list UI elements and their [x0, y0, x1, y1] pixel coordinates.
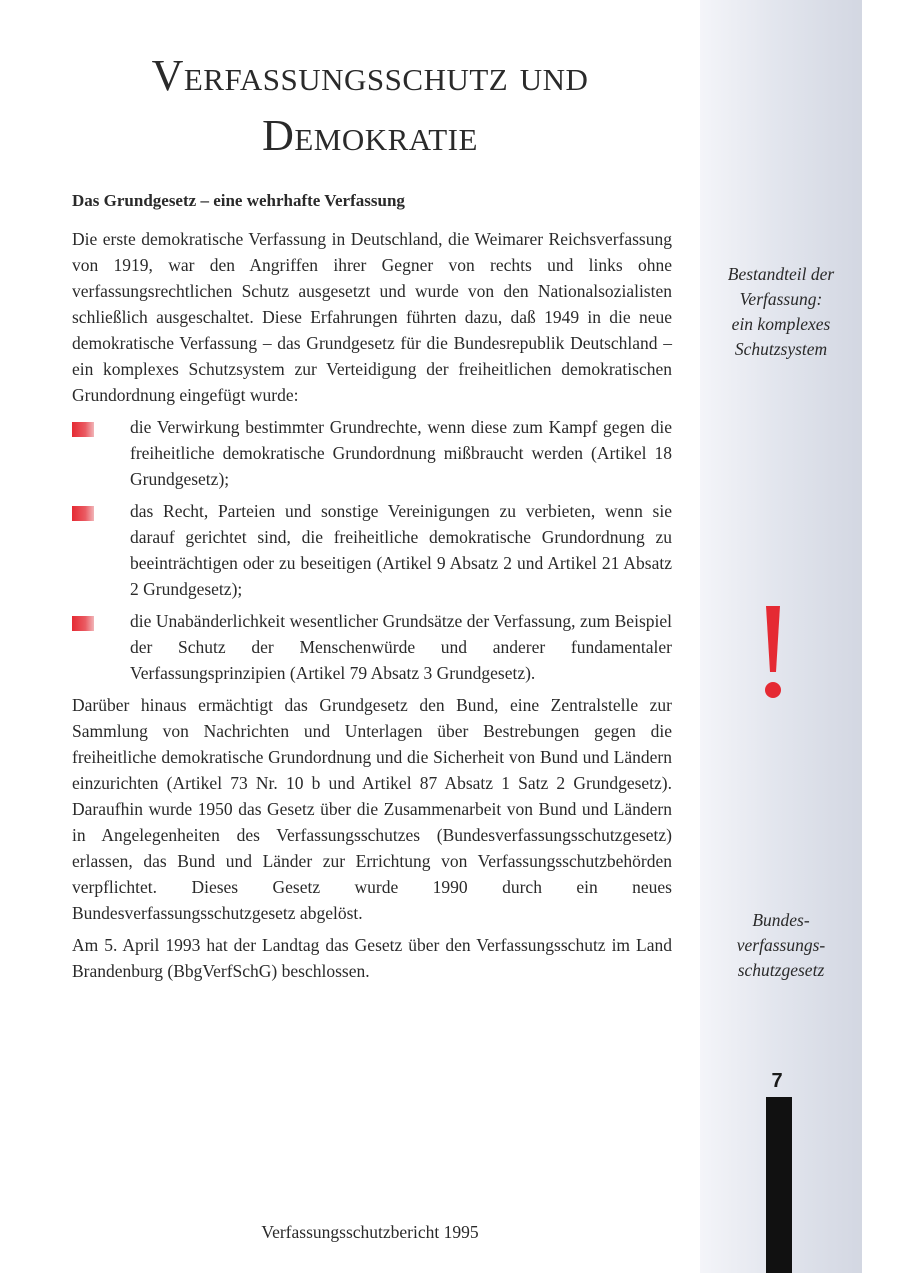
margin-note-line: Bundes- [752, 910, 810, 930]
red-square-bullet-icon [72, 422, 94, 437]
margin-note-line: ein komplexes [731, 314, 831, 334]
page-title-line2: Demokratie [262, 111, 478, 160]
margin-note-line: schutzgesetz [737, 960, 825, 980]
margin-note-line: Verfassung: [739, 289, 823, 309]
margin-note-schutzsystem [700, 262, 862, 362]
page-tab-bar [766, 1097, 792, 1273]
page-number: 7 [771, 1070, 783, 1092]
list-item [72, 498, 672, 602]
intro-paragraph: Die erste demokratische Verfassung in Deutschland, die Weimarer Reichsverfassung von 1919, war den Angriffen ihrer Gegner von rechts und links ohne verfassungsrechtlichen Schutz ausgesetzt und wurde von den Nationalsozialisten schließlich ausgeschaltet. Diese Erfahrungen führten dazu, daß 1949 in die neue demokratische Verfassung – das Grundgesetz für die Bundesrepublik Deutschland – ein komplexes Schutzsystem zur Verteidigung der freiheitlichen demokratischen Grundordnung eingefügt wurde: [72, 229, 672, 405]
body-paragraph-2: Darüber hinaus ermächtigt das Grundgesetz den Bund, eine Zentralstelle zur Sammlung von Nachrichten und Unterlagen über Bestrebungen gegen die freiheitliche demokratische Grundordnung und die Sicherheit von Bund und Ländern einzurichten (Artikel 73 Nr. 10 b und Artikel 87 Absatz 1 Satz 2 Grundgesetz). Daraufhin wurde 1950 das Gesetz über die Zusammenarbeit von Bund und Ländern in Angelegenheiten des Verfassungsschutzes (Bundesverfassungsschutzgesetz) erlassen, das Bund und Länder zur Errichtung von Verfassungsschutzbehörden verpflichtet. Dieses Gesetz wurde 1990 durch ein neues Bundesverfassungsschutzgesetz abgelöst. [72, 695, 672, 923]
section-heading: Das Grundgesetz – eine wehrhafte Verfassung [72, 191, 405, 210]
margin-note-line: verfassungs- [736, 935, 826, 955]
page-title [60, 46, 680, 166]
page-footer: Verfassungsschutzbericht 1995 [261, 1222, 479, 1242]
list-item [72, 414, 672, 492]
margin-note-line: Schutzsystem [734, 339, 828, 359]
margin-note-bundesverfassungsschutzgesetz [700, 908, 862, 983]
margin-note-line: Bestandteil der [727, 264, 835, 284]
page-title-line1: Verfassungsschutz und [151, 51, 589, 100]
red-square-bullet-icon [72, 616, 94, 631]
list-item-text: die Verwirkung bestimmter Grundrechte, wenn diese zum Kampf gegen die freiheitliche demokratische Grundordnung mißbraucht werden (Artikel 18 Grundgesetz); [130, 417, 672, 489]
list-item [72, 608, 672, 686]
protection-list [72, 414, 672, 686]
main-content [72, 190, 672, 990]
exclamation-mark-icon [762, 604, 784, 700]
list-item-text: die Unabänderlichkeit wesentlicher Grundsätze der Verfassung, zum Beispiel der Schutz der Menschenwürde und anderer fundamentaler Verfassungsprinzipien (Artikel 79 Absatz 3 Grundgesetz). [130, 611, 672, 683]
list-item-text: das Recht, Parteien und sonstige Vereinigungen zu verbieten, wenn sie darauf gerichtet sind, die freiheitliche demokratische Grundordnung zu beeinträchtigen oder zu beseitigen (Artikel 9 Absatz 2 und Artikel 21 Absatz 2 Grundgesetz); [130, 501, 672, 599]
body-paragraph-3: Am 5. April 1993 hat der Landtag das Gesetz über den Verfassungsschutz im Land Brandenburg (BbgVerfSchG) beschlossen. [72, 935, 672, 981]
red-square-bullet-icon [72, 506, 94, 521]
